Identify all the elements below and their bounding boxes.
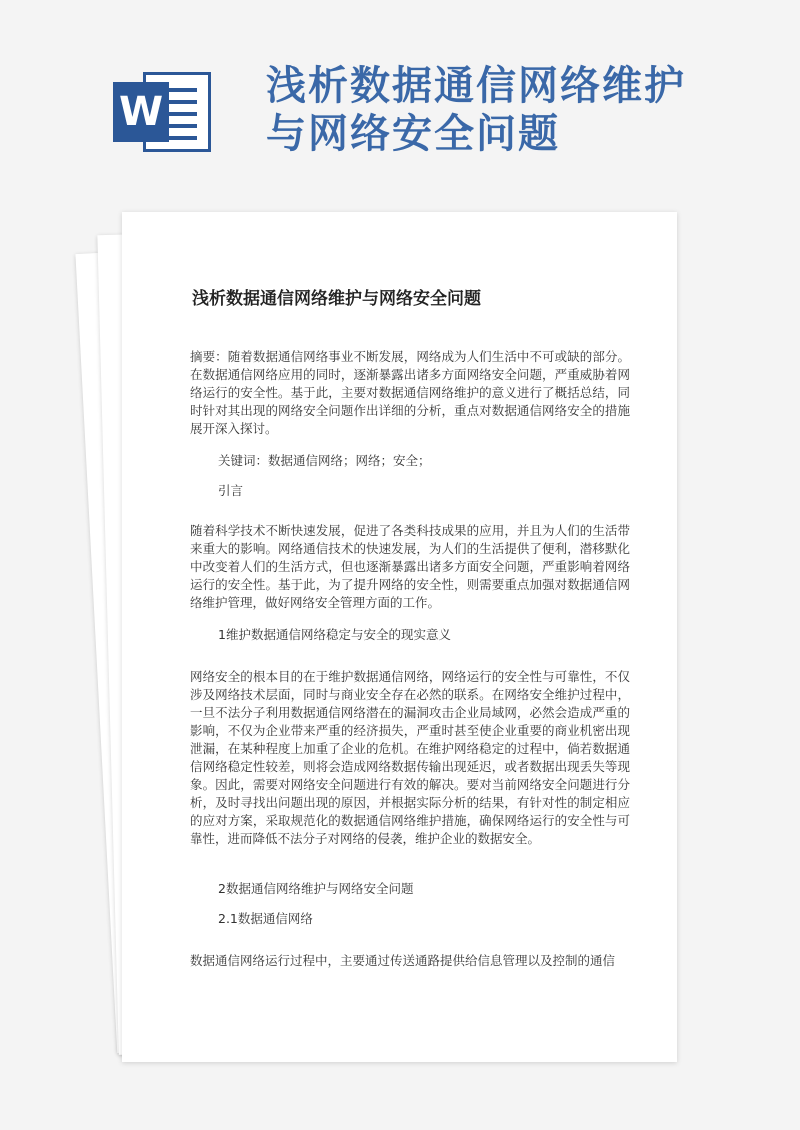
- section-2-heading: 2数据通信网络维护与网络安全问题: [218, 881, 414, 896]
- document-page: [122, 212, 677, 1062]
- document-title: 浅析数据通信网络维护与网络安全问题: [192, 289, 481, 309]
- section-2-1-heading: 2.1数据通信网络: [218, 911, 313, 926]
- word-document-icon: [113, 68, 213, 156]
- abstract-paragraph: 摘要：随着数据通信网络事业不断发展，网络成为人们生活中不可或缺的部分。在数据通信网络应用的同时，逐渐暴露出诸多方面网络安全问题，严重威胁着网络运行的安全性。基于此，主要对数据通信网络维护的意义进行了概括总结，同时针对其出现的网络安全问题作出详细的分析，重点对数据通信网络安全的措施展开深入探讨。: [190, 349, 630, 436]
- section-2-1-paragraph: 数据通信网络运行过程中，主要通过传送通路提供给信息管理以及控制的通信: [190, 953, 616, 968]
- intro-heading: 引言: [218, 483, 244, 498]
- page-title-line1: 浅析数据通信网络维护: [266, 62, 686, 109]
- keywords-line: 关键词：数据通信网络；网络；安全；: [218, 453, 431, 468]
- word-w-letter: W: [113, 82, 169, 142]
- section-1-heading: 1维护数据通信网络稳定与安全的现实意义: [218, 627, 451, 642]
- intro-paragraph: 随着科学技术不断快速发展，促进了各类科技成果的应用，并且为人们的生活带来重大的影响。网络通信技术的快速发展，为人们的生活提供了便利，潜移默化中改变着人们的生活方式，但也逐渐暴露出诸多方面安全问题，严重影响着网络运行的安全性。基于此，为了提升网络的安全性，则需要重点加强对数据通信网络维护管理，做好网络安全管理方面的工作。: [190, 523, 630, 610]
- section-1-paragraph: 网络安全的根本目的在于维护数据通信网络，网络运行的安全性与可靠性，不仅涉及网络技术层面，同时与商业安全存在必然的联系。在网络安全维护过程中，一旦不法分子利用数据通信网络潜在的漏洞攻击企业局域网，必然会造成严重的影响，不仅为企业带来严重的经济损失，严重时甚至使企业重要的商业机密出现泄漏，在某种程度上加重了企业的危机。在维护网络稳定的过程中，倘若数据通信网络稳定性较差，则将会造成网络数据传输出现延迟，或者数据出现丢失等现象。因此，需要对网络安全问题进行有效的解决。要对当前网络安全问题进行分析，及时寻找出问题出现的原因，并根据实际分析的结果，有针对性的制定相应的应对方案，采取规范化的数据通信网络维护措施，确保网络运行的安全性与可靠性，进而降低不法分子对网络的侵袭，维护企业的数据安全。: [190, 669, 630, 846]
- page-title-line2: 与网络安全问题: [266, 110, 560, 157]
- page-title: [266, 62, 786, 158]
